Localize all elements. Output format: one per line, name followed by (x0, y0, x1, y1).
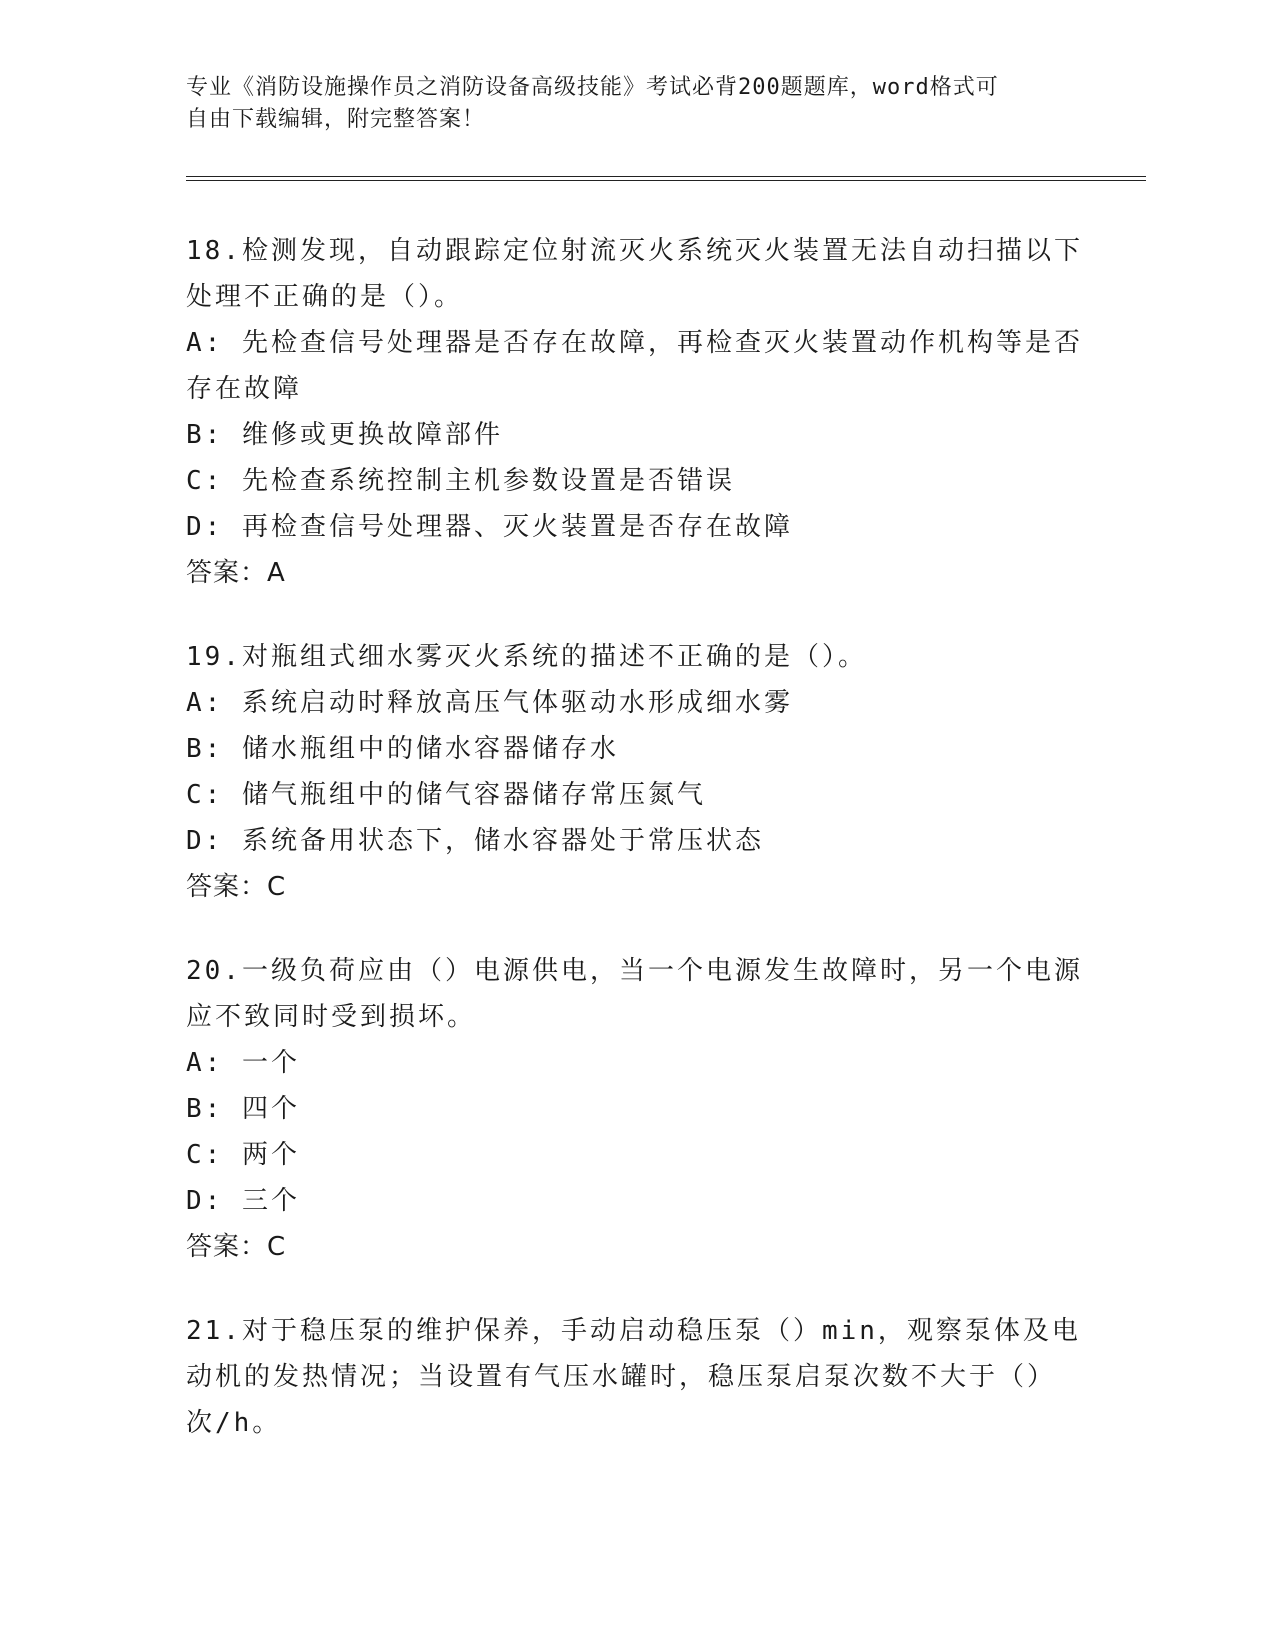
option-c: C: 两个 (186, 1140, 300, 1170)
option-a: A: 先检查信号处理器是否存在故障，再检查灭火装置动作机构等是否存在故障 (186, 328, 1083, 404)
question-21 (186, 1308, 1086, 1446)
header-line-2: 自由下载编辑，附完整答案！ (186, 107, 486, 132)
question-stem: 18.检测发现，自动跟踪定位射流灭火系统灭火装置无法自动扫描以下处理不正确的是（）。 (186, 236, 1083, 312)
question-stem: 20.一级负荷应由（）电源供电，当一个电源发生故障时，另一个电源应不致同时受到损坏。 (186, 956, 1083, 1032)
option-b: B: 维修或更换故障部件 (186, 420, 503, 450)
header-line-1: 专业《消防设施操作员之消防设备高级技能》考试必背200题题库，word格式可 (186, 75, 999, 100)
question-19 (186, 634, 1086, 910)
answer-line: 答案：A (186, 558, 286, 588)
option-d: D: 再检查信号处理器、灭火装置是否存在故障 (186, 512, 793, 542)
option-c: C: 先检查系统控制主机参数设置是否错误 (186, 466, 735, 496)
option-c: C: 储气瓶组中的储气容器储存常压氮气 (186, 780, 706, 810)
header-divider (186, 176, 1146, 181)
question-stem: 19.对瓶组式细水雾灭火系统的描述不正确的是（）。 (186, 642, 867, 672)
answer-line: 答案：C (186, 1232, 287, 1262)
question-18 (186, 228, 1086, 596)
option-a: A: 系统启动时释放高压气体驱动水形成细水雾 (186, 688, 793, 718)
option-b: B: 储水瓶组中的储水容器储存水 (186, 734, 619, 764)
option-d: D: 三个 (186, 1186, 300, 1216)
option-d: D: 系统备用状态下，储水容器处于常压状态 (186, 826, 764, 856)
question-list (186, 228, 1086, 1484)
question-20 (186, 948, 1086, 1270)
document-header (186, 72, 1066, 136)
option-a: A: 一个 (186, 1048, 300, 1078)
answer-line: 答案：C (186, 872, 287, 902)
option-b: B: 四个 (186, 1094, 300, 1124)
question-stem: 21.对于稳压泵的维护保养，手动启动稳压泵（）min，观察泵体及电动机的发热情况；当设置有气压水罐时，稳压泵启泵次数不大于（）次/h。 (186, 1316, 1081, 1438)
